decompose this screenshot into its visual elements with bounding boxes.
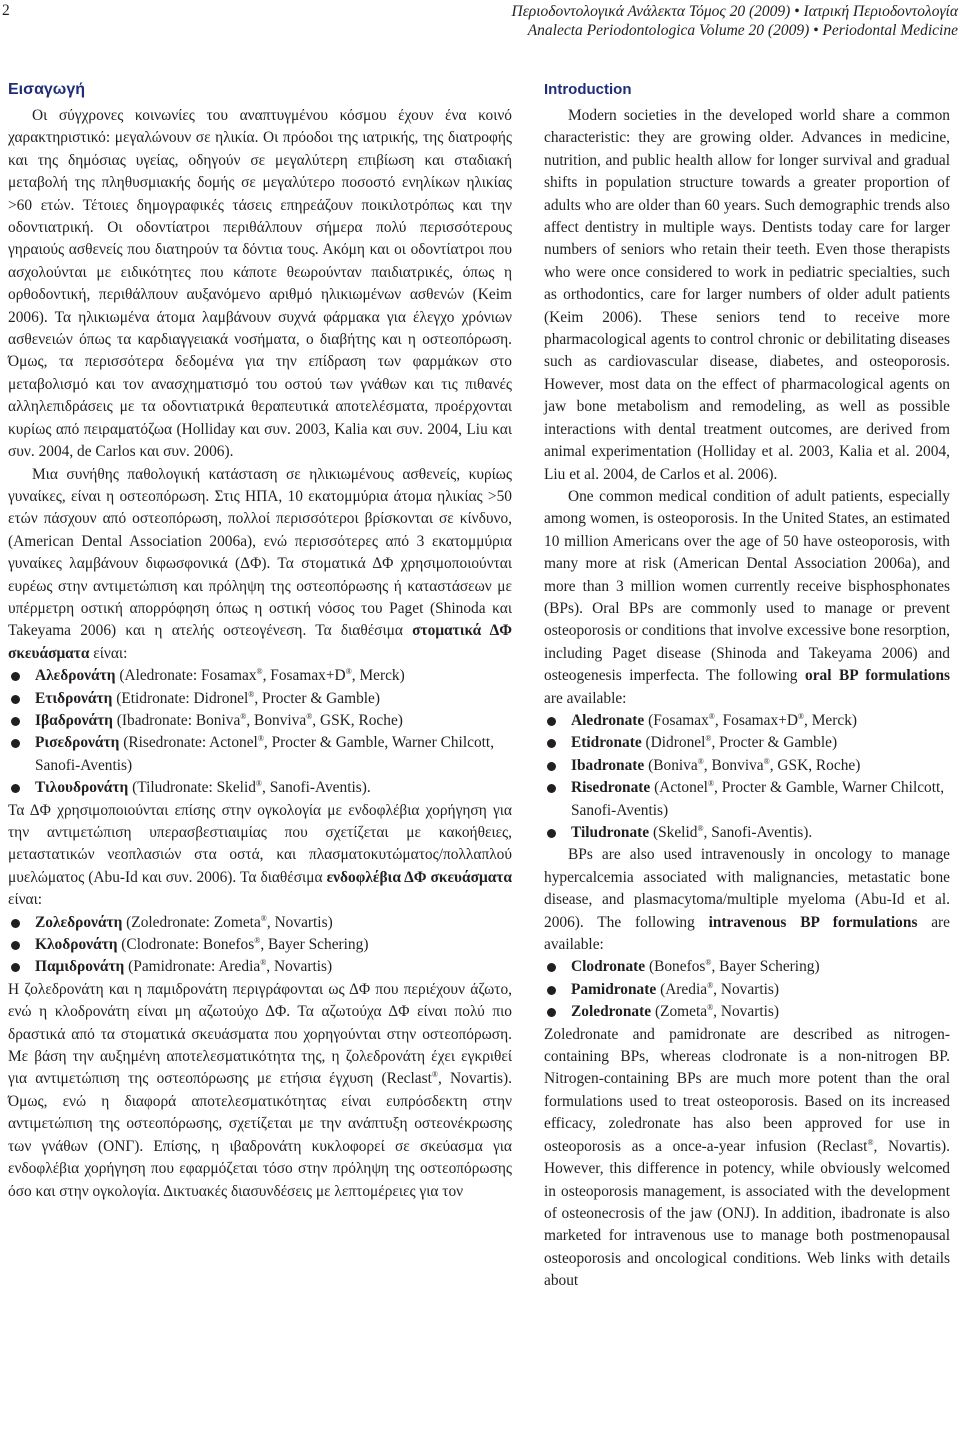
greek-p2-end: είναι: — [89, 644, 128, 662]
english-iv-list — [544, 956, 950, 1023]
drug-name: Ρισεδρονάτη — [35, 734, 120, 752]
drug-detail: (Ibadronate: Boniva®, Bonviva®, GSK, Roche) — [112, 711, 403, 729]
drug-name: Aledronate — [571, 711, 645, 729]
bullet-icon — [11, 717, 20, 726]
drug-detail: (Zoledronate: Zometa®, Novartis) — [122, 913, 333, 931]
drug-detail: (Fosamax®, Fosamax+D®, Merck) — [644, 711, 858, 729]
running-head — [512, 2, 959, 40]
greek-p2-text: Μια συνήθης παθολογική κατάσταση σε ηλικιωμένους ασθενείς, κυρίως γυναίκες, είναι η οστεοπόρωση. Στις ΗΠΑ, 10 εκατομμύρια άτομα ηλικίας >50 ετών πάσχουν από οστεοπόρωση, πολλοί περισσότεροι βρίσκονται σε κίνδυνο, (American Dental Association 2006a), ενώ περισσότερες από 3 εκατομμύρια γυναίκες λαμβάνουν διφωσφονικά (ΔΦ). Τα στοματικά ΔΦ χρησιμοποιούνται ευρέως στην αντιμετώπιση και πρόληψη της οστεοπόρωσης ή καταστάσεων με υπέρμετρη οστική απορρόφηση όπως η οστική νόσος του Paget (Shinoda και Takeyama 2006) και η ατελής οστεογένεση. Τα διαθέσιμα — [8, 465, 512, 640]
running-head-english: Analecta Periodontologica Volume 20 (2009) • Periodontal Medicine — [527, 22, 958, 39]
drug-name: Κλοδρονάτη — [35, 936, 118, 954]
bullet-icon — [547, 762, 556, 771]
greek-paragraph-3 — [8, 800, 512, 912]
drug-name: Τιλουδρονάτη — [35, 779, 129, 797]
list-item — [8, 710, 512, 732]
list-item — [8, 777, 512, 799]
drug-name: Ibadronate — [571, 756, 645, 774]
list-item — [8, 912, 512, 934]
list-item — [8, 934, 512, 956]
greek-section-heading: Εισαγωγή — [8, 81, 85, 98]
drug-name: Παμιδρονάτη — [35, 958, 125, 976]
english-paragraph-3 — [544, 844, 950, 956]
list-item — [544, 822, 950, 844]
drug-detail: (Pamidronate: Aredia®, Novartis) — [124, 958, 333, 976]
drug-name: Ιβαδρονάτη — [35, 711, 113, 729]
list-item — [8, 665, 512, 687]
list-item — [544, 732, 950, 754]
greek-iv-list — [8, 912, 512, 979]
page-header — [0, 0, 960, 46]
greek-p3-text: Τα ΔΦ χρησιμοποιούνται επίσης στην ογκολογία με ενδοφλέβια χορήγηση για την αντιμετώπιση υπερασβεστιαιμίας που σχετίζεται με κακοήθειες, μεταστατικών νεοπλασιών στα οστά, και πλασματοκυτώματος/πολλαπλού μυελώματος (Abu-Id και συν. 2006). Τα διαθέσιμα — [8, 801, 512, 886]
bullet-icon — [547, 784, 556, 793]
bullet-icon — [547, 986, 556, 995]
greek-paragraph-1: Οι σύγχρονες κοινωνίες του αναπτυγμένου κόσμου έχουν ένα κοινό χαρακτηριστικό: μεγαλώνουν σε ηλικία. Οι πρόοδοι της ιατρικής, της διατροφής και της δημόσιας υγείας, οδηγούν σε μεγαλύτερη επιβίωση και σταδιακή μεταβολή της πληθυσμιακής δομής σε μεγαλύτερο ποσοστό ενηλίκων ηλικίας >60 ετών. Τέτοιες δημογραφικές τάσεις επηρεάζουν ποικιλοτρόπως και την οδοντιατρική. Οι οδοντίατροι περιθάλπουν σήμερα πολύ περισσότερους γηραιούς ασθενείς που διατηρούν τα δόντια τους. Ακόμη και οι οδοντίατροι που ασχολούνται με ειδικότητες που κάποτε θεωρούνταν παιδιατρικές, όπως η ορθοδοντική, περιθάλπουν αυξανόμενο αριθμό ηλικιωμένων ασθενών (Keim 2006). Τα ηλικιωμένα άτομα λαμβάνουν συχνά φάρμακα για έλεγχο χρόνιων ασθενειών όπως τα καρδιαγγειακά νοσήματα, ο διαβήτης και η οστεοπόρωση. Όμως, τα περισσότερα δεδομένα για την επίδραση των φαρμάκων στο μεταβολισμό και τον ανασχηματισμό του οστού των γνάθων και τις πιθανές αλληλεπιδράσεις με τα οδοντιατρικά θεραπευτικά αποτελέσματα, προέρχονται κυρίως από πειραματόζωα (Holliday και συν. 2003, Kalia και συν. 2004, Liu και συν. 2004, de Carlos και συν. 2006). — [8, 107, 512, 461]
drug-name: Risedronate — [571, 779, 651, 797]
english-p3-end: are available: — [544, 913, 951, 954]
list-item — [8, 956, 512, 978]
drug-detail: (Aledronate: Fosamax®, Fosamax+D®, Merck) — [115, 667, 405, 685]
running-head-greek: Περιοδοντολογικά Ανάλεκτα Τόμος 20 (2009) • Ιατρική Περιοδοντολογία — [511, 3, 958, 20]
drug-detail: (Boniva®, Bonviva®, GSK, Roche) — [644, 756, 861, 774]
greek-paragraph-4: Η ζολεδρονάτη και η παμιδρονάτη περιγράφονται ως ΔΦ που περιέχουν άζωτο, ενώ η κλοδρονάτη είναι μη αζωτούχο ΔΦ. Τα αζωτούχα ΔΦ είναι πολύ πιο δραστικά από τα στοματικά σκευάσματα που χορηγούνται στην οστεοπόρωση. Με βάση την αυξημένη αποτελεσματικότητα της, η ζολεδρονάτη έχει εγκριθεί για αντιμετώπιση της οστεοπόρωσης με ετήσια έγχυση (Reclast®, Novartis). Όμως, ενώ η διαφορά αποτελεσματικότητας είναι ευπρόσδεκτη στην αντιμετώπιση της οστεοπόρωσης, σχετίζεται με την ανάπτυξη οστεονέκρωσης των γνάθων (ΟΝΓ). Επίσης, η ιβαδρονάτη κυκλοφορεί σε σκεύασμα για ενδοφλέβια χορήγηση που εφαρμόζεται τόσο στην πρόληψη της οστεοπόρωσης όσο και στην ογκολογία. Δικτυακές διασυνδέσεις με λεπτομέρειες για τον — [8, 980, 513, 1200]
english-p2-text: One common medical condition of adult patients, especially among women, is osteoporosis. In the United States, an estimated 10 million Americans over the age of 50 have osteoporosis, with many more at risk (American Dental Association 2006a), and more than 3 million women currently receive bisphosphonates (BPs). Oral BPs are commonly used to manage or prevent osteoporosis or conditions that involve excessive bone resorption, including Paget disease (Shinoda and Takeyama 2006) and osteogenesis imperfecta. The following — [544, 487, 950, 685]
drug-detail: (Aredia®, Novartis) — [656, 980, 779, 998]
drug-detail: (Clodronate: Bonefos®, Bayer Schering) — [117, 935, 369, 954]
greek-p2-bold: στοματικά ΔΦ σκευάσματα — [8, 622, 512, 662]
bullet-icon — [11, 695, 20, 704]
english-paragraph-4: Zoledronate and pamidronate are described as nitrogen-containing BPs, whereas clodronate is a non-nitrogen BP. Nitrogen-containing BPs are much more potent than the oral formulations used to treat osteoporosis. Based on its increased efficacy, zoledronate has also been approved for use in osteoporosis as a once-a-year infusion (Reclast®, Novartis). However, this difference in potency, while obviously welcomed in osteoporosis management, is associated with the development of osteonecrosis of the jaw (ONJ). In addition, ibadronate is also marketed for intravenous use to manage both postmenopausal osteoporosis and oncological conditions. Web links with details about — [544, 1025, 951, 1290]
greek-p3-end: είναι: — [8, 891, 43, 909]
drug-name: Clodronate — [571, 958, 646, 976]
drug-detail: (Tiludronate: Skelid®, Sanofi-Aventis). — [128, 779, 371, 797]
greek-paragraph-2 — [8, 464, 512, 666]
list-item — [8, 732, 512, 777]
bullet-icon — [11, 963, 20, 972]
drug-name: Etidronate — [571, 734, 642, 752]
bullet-icon — [547, 829, 556, 838]
english-p3-bold: intravenous BP formulations — [708, 913, 918, 931]
bullet-icon — [547, 739, 556, 748]
list-item — [544, 755, 950, 777]
english-paragraph-2 — [544, 486, 950, 710]
bullet-icon — [547, 1008, 556, 1017]
bullet-icon — [547, 717, 556, 726]
english-column — [544, 79, 950, 1293]
english-section-heading: Introduction — [544, 81, 632, 98]
bullet-icon — [11, 941, 20, 950]
drug-name: Tiludronate — [571, 824, 650, 841]
drug-name: Pamidronate — [571, 980, 657, 998]
drug-detail: (Etidronate: Didronel®, Procter & Gamble) — [112, 689, 381, 707]
bullet-icon — [11, 919, 20, 928]
list-item — [544, 1001, 950, 1023]
english-p3-text: BPs are also used intravenously in oncology to manage hypercalcemia associated with malignancies, metastatic bone disease, and plasmacytoma/multiple myeloma (Abu-Id et al. 2006). The following — [544, 846, 950, 931]
bullet-icon — [11, 784, 20, 793]
drug-detail: (Actonel®, Procter & Gamble, Warner Chilcott, Sanofi-Aventis) — [571, 779, 945, 819]
bullet-icon — [11, 739, 20, 748]
drug-detail: (Bonefos®, Bayer Schering) — [645, 958, 820, 976]
drug-detail: (Risedronate: Actonel®, Procter & Gamble, Warner Chilcott, Sanofi-Aventis) — [35, 734, 495, 774]
greek-column — [8, 79, 512, 1203]
list-item — [544, 956, 950, 978]
english-oral-list — [544, 710, 950, 844]
bullet-icon — [547, 963, 556, 972]
list-item — [544, 710, 950, 732]
page-number: 2 — [2, 2, 10, 19]
english-p2-bold: oral BP formulations — [805, 667, 950, 685]
greek-p3-bold: ενδοφλέβια ΔΦ σκευάσματα — [326, 868, 512, 886]
drug-name: Ετιδρονάτη — [35, 689, 113, 707]
bullet-icon — [11, 672, 20, 681]
drug-detail: (Didronel®, Procter & Gamble) — [641, 734, 838, 752]
english-paragraph-1: Modern societies in the developed world share a common characteristic: they are growing older. Advances in medicine, nutrition, and public health allow for longer survival and gradual shifts in population structure towards a greater proportion of adults who are older than 60 years. Such demographic trends also affect dentistry in multiple ways. Dentists today care for larger numbers of seniors who retain their teeth. Even those therapists who were once considered to work in pediatric specialties, such as orthodontics, care for larger numbers of older adult patients (Keim 2006). These seniors tend to receive more pharmacological agents to control chronic or debilitating diseases such as cardiovascular disease, diabetes, and osteoporosis. However, most data on the effect of pharmacological agents on jaw bone metabolism and remodeling, as well as possible interactions with dental treatment outcomes, are derived from animal experimentation (Holliday et al. 2003, Kalia et al. 2004, Liu et al. 2004, de Carlos et al. 2006). — [544, 107, 950, 483]
list-item — [8, 688, 512, 710]
drug-name: Ζολεδρονάτη — [35, 913, 123, 931]
greek-oral-list — [8, 665, 512, 799]
english-p2-end: are available: — [544, 689, 627, 707]
drug-name: Αλεδρονάτη — [35, 667, 116, 685]
drug-name: Zoledronate — [571, 1003, 652, 1021]
list-item — [544, 777, 950, 822]
drug-detail: (Skelid®, Sanofi-Aventis). — [649, 823, 813, 841]
list-item — [544, 979, 950, 1001]
drug-detail: (Zometa®, Novartis) — [651, 1003, 779, 1021]
